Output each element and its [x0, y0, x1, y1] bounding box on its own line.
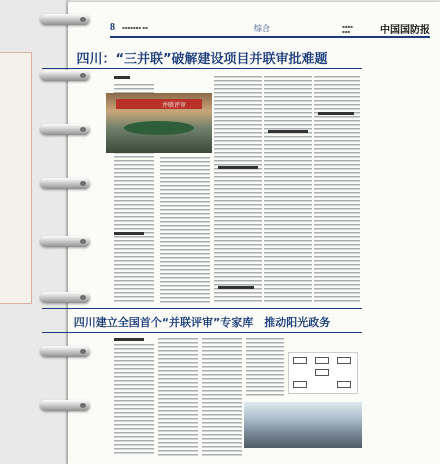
- left-side-panel: [0, 52, 32, 304]
- binder-ring: [40, 292, 90, 303]
- byline: [114, 76, 130, 79]
- binder-ring: [40, 14, 90, 25]
- diagram-box: [337, 357, 351, 364]
- page-number: 8: [110, 22, 115, 33]
- main-headline: 四川：“三并联”破解建设项目并联审批难题: [76, 52, 328, 67]
- subhead: [218, 286, 254, 289]
- text-column: [202, 338, 242, 456]
- diagram-box: [293, 381, 307, 388]
- second-headline: 四川建立全国首个“并联评审”专家库 推动阳光政务: [73, 316, 331, 329]
- diagram-box: [337, 381, 351, 388]
- diagram-box: [293, 357, 307, 364]
- banner-text: 并联评审: [162, 102, 187, 109]
- subhead: [218, 166, 258, 169]
- subhead: [114, 232, 144, 235]
- flow-diagram: [288, 352, 358, 394]
- text-column: [160, 157, 210, 304]
- binder-ring: [40, 178, 90, 189]
- text-column: [158, 338, 198, 456]
- text-column: [264, 76, 312, 304]
- meeting-photo: [106, 93, 212, 153]
- text-column: [114, 344, 154, 456]
- masthead-sub: ▪▪▪▪ ▪▪▪: [342, 24, 353, 34]
- binder-ring: [40, 70, 90, 81]
- diagram-box: [315, 357, 329, 364]
- binder-ring: [40, 346, 90, 357]
- text-column: [214, 76, 262, 304]
- text-column: [314, 76, 360, 304]
- diagram-box: [315, 369, 329, 376]
- masthead: 中国国防报: [380, 25, 430, 36]
- photo-banner: [116, 99, 202, 109]
- divider: [42, 308, 362, 309]
- subhead: [318, 112, 354, 115]
- binder-ring: [40, 400, 90, 411]
- subhead: [268, 130, 308, 133]
- conference-table: [124, 121, 194, 135]
- text-column: [246, 338, 284, 398]
- binder-ring: [40, 124, 90, 135]
- byline: [114, 338, 144, 341]
- header-date: ▪▪▪▪▪▪▪ ▪▪: [122, 25, 148, 30]
- divider: [42, 68, 362, 69]
- divider: [42, 332, 362, 333]
- binder-ring: [40, 236, 90, 247]
- page-header: [110, 22, 430, 38]
- section-title: 综合: [254, 24, 270, 33]
- office-hall-photo: [244, 402, 362, 448]
